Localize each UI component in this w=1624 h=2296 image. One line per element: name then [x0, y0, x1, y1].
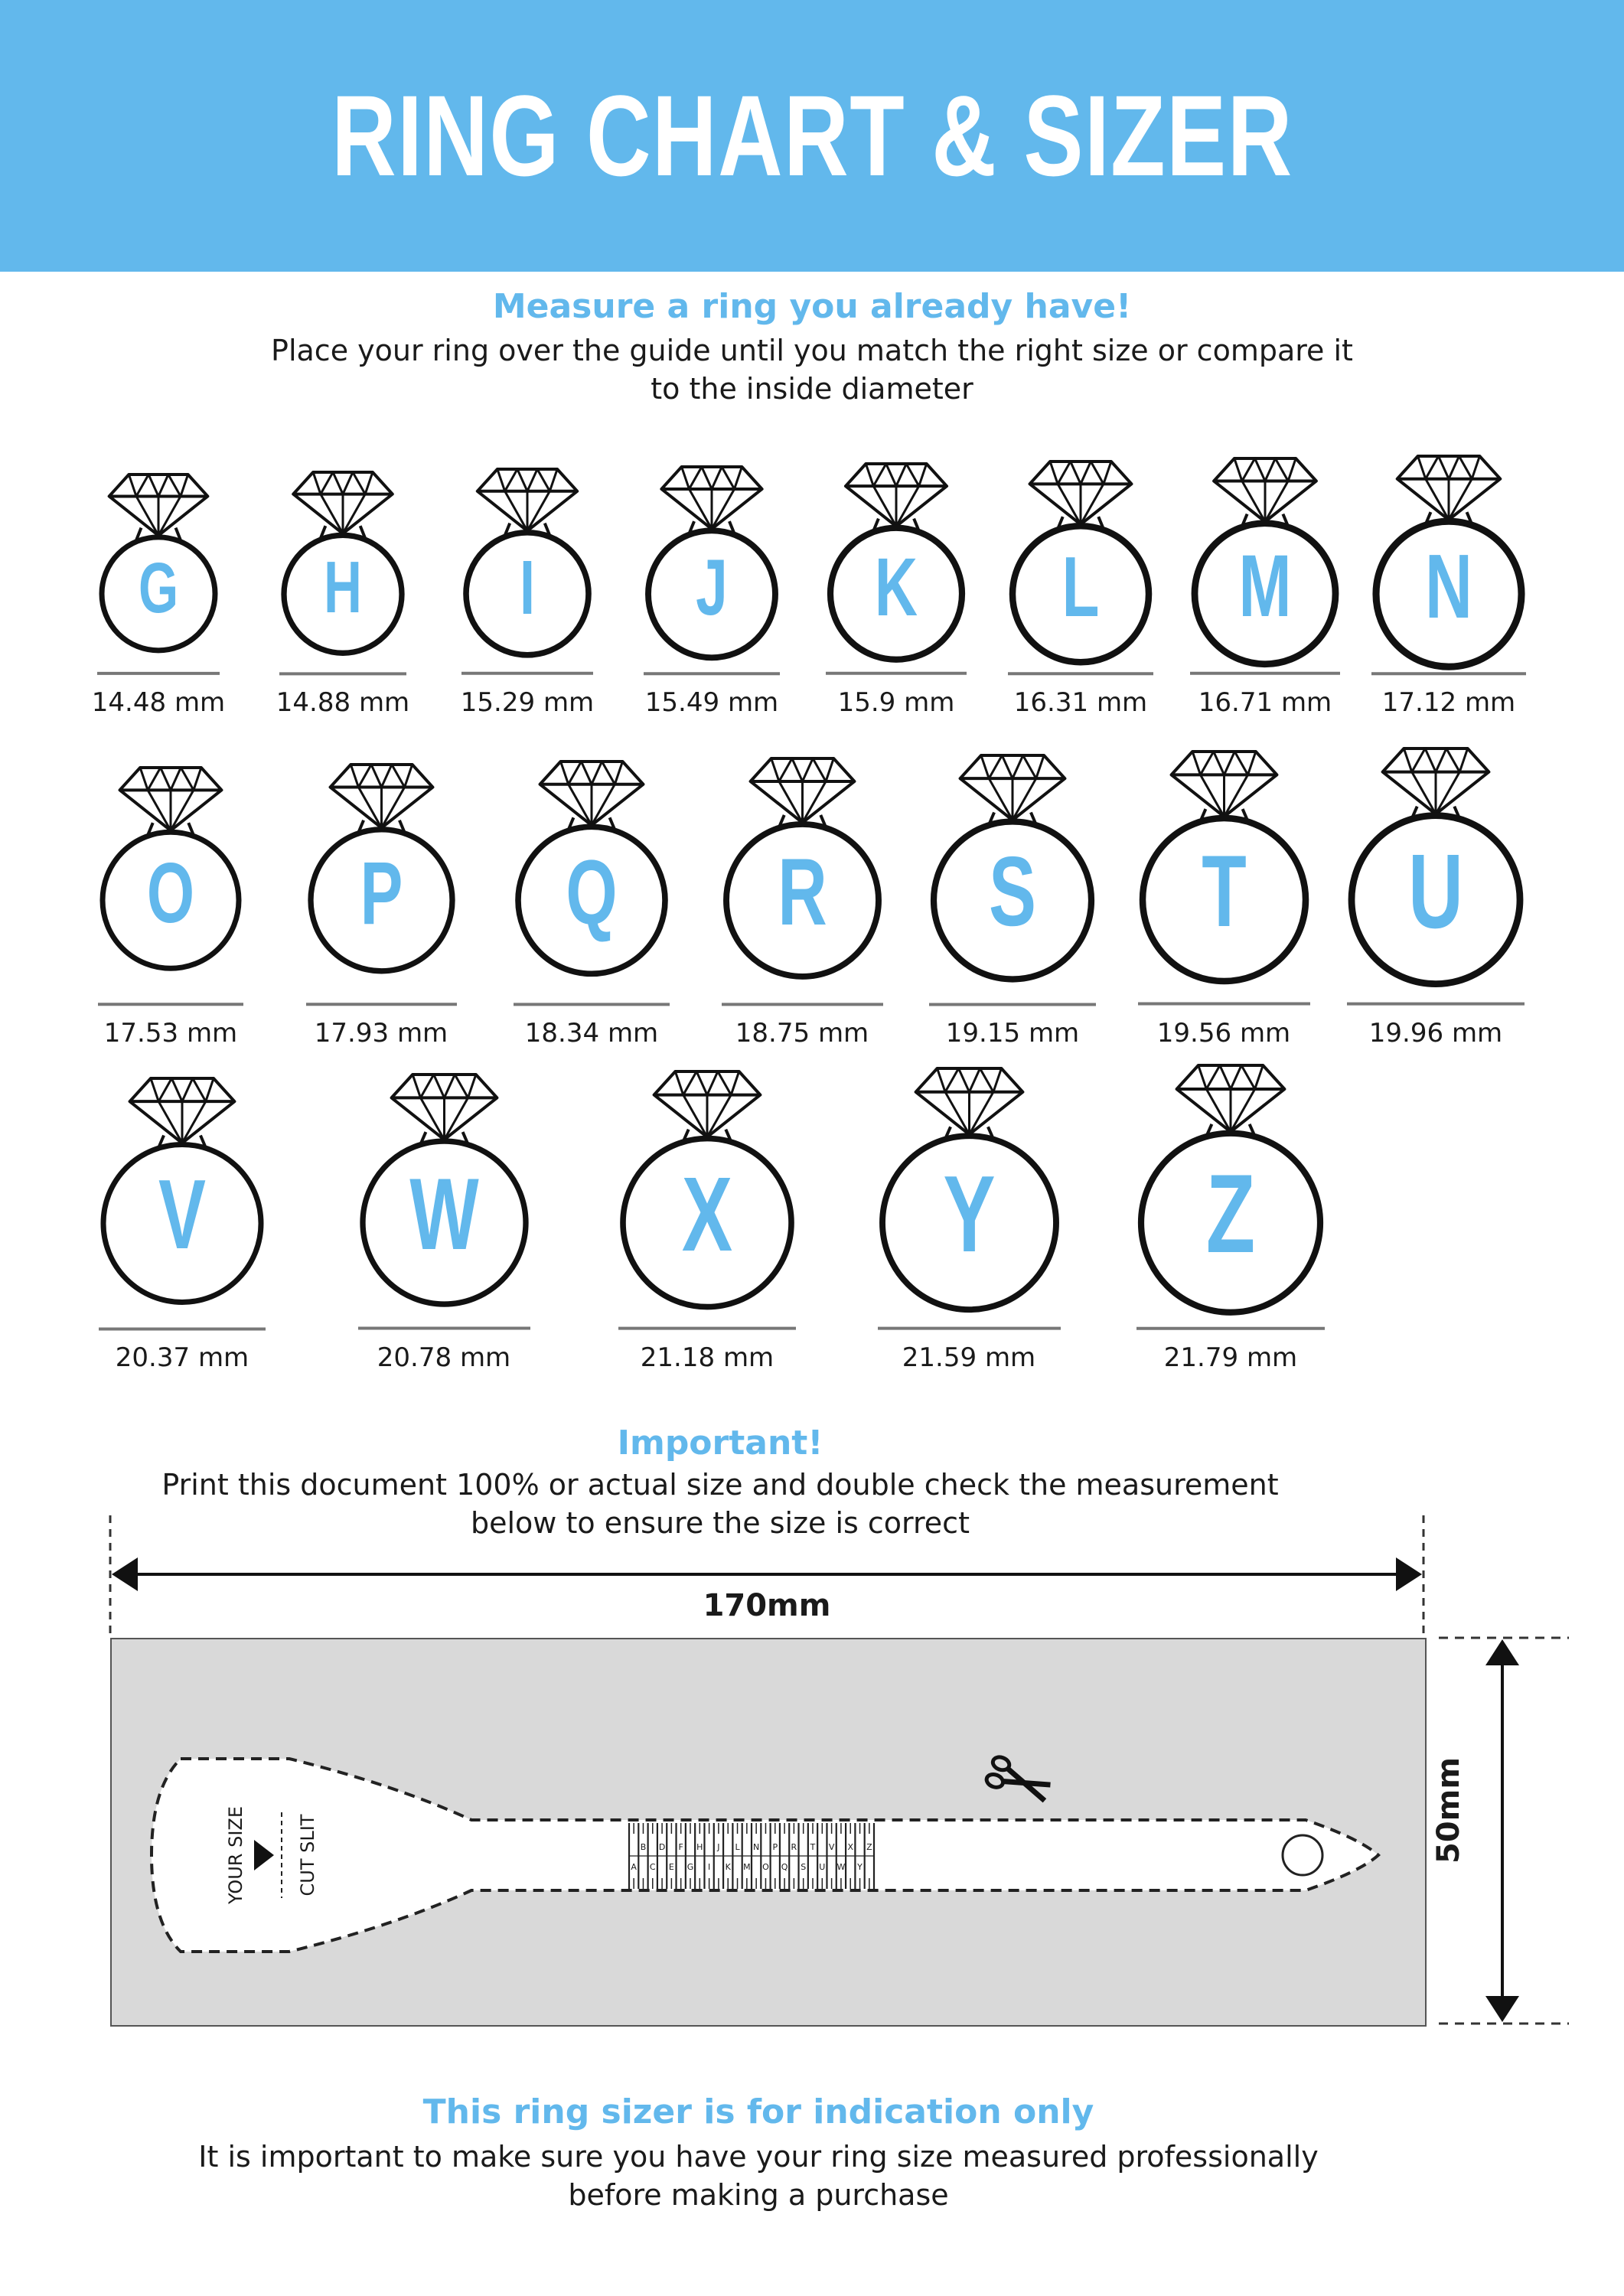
- ring-letter: W: [409, 1157, 479, 1271]
- important-line-2: below to ensure the size is correct: [471, 1506, 970, 1540]
- ring-letter: M: [1238, 537, 1292, 636]
- ring-letter: X: [681, 1155, 733, 1274]
- ring-diameter: 14.88 mm: [276, 687, 410, 718]
- ring-letter: U: [1408, 832, 1463, 951]
- ring-sizer-strip[interactable]: [112, 1639, 1425, 2025]
- ring-diameter: 14.48 mm: [91, 687, 226, 718]
- ring-letter: Q: [566, 841, 618, 944]
- ring-letter: Z: [1205, 1151, 1256, 1277]
- scale-letter-top: J: [717, 1842, 720, 1852]
- scale-letter-top: P: [772, 1842, 778, 1852]
- ring-letter: N: [1425, 535, 1472, 638]
- ring-diameter: 15.49 mm: [644, 687, 779, 718]
- cut-slit-label: CUT SLIT: [297, 1814, 318, 1896]
- scale-letter-bottom: A: [631, 1862, 637, 1872]
- arrow-up-icon: [1485, 1639, 1519, 1665]
- ring-letter: H: [324, 546, 362, 629]
- height-label: 50mm: [1431, 1756, 1466, 1864]
- ring-letter: S: [989, 837, 1036, 947]
- ring-letter: V: [158, 1159, 206, 1270]
- important-line-1: Print this document 100% or actual size and double check the measurement: [161, 1468, 1279, 1502]
- ring-letter: Y: [942, 1153, 996, 1275]
- important-heading: Important!: [617, 1424, 823, 1463]
- your-size-label: YOUR SIZE: [225, 1805, 246, 1905]
- arrow-left-icon: [112, 1557, 138, 1591]
- ring-diameter: 18.75 mm: [735, 1017, 869, 1049]
- scale-letter-bottom: Q: [781, 1862, 788, 1872]
- ring-diameter: 19.96 mm: [1368, 1017, 1503, 1049]
- ring-diameter: 16.71 mm: [1198, 687, 1332, 718]
- scale-letter-top: R: [791, 1842, 797, 1852]
- ring-letter: G: [138, 548, 179, 628]
- disclaimer-line-1: It is important to make sure you have your ring size measured professionally: [198, 2140, 1319, 2174]
- scale-letter-top: B: [640, 1842, 647, 1852]
- ring-diameter: 20.37 mm: [115, 1342, 249, 1373]
- punch-hole: [1283, 1835, 1322, 1875]
- scale-letter-bottom: M: [743, 1862, 751, 1872]
- intro-line-1: Place your ring over the guide until you match the right size or compare it: [271, 334, 1353, 367]
- page-title: RING CHART & SIZER: [331, 71, 1293, 200]
- width-label: 170mm: [703, 1588, 831, 1623]
- scale-letter-top: T: [810, 1842, 816, 1852]
- scale-letter-bottom: S: [801, 1862, 807, 1872]
- scale-letter-bottom: K: [725, 1862, 731, 1872]
- ring-diameter: 20.78 mm: [377, 1342, 511, 1373]
- ring-diameter: 19.15 mm: [945, 1017, 1080, 1049]
- sizer-panel: [110, 1638, 1427, 2027]
- ring-diameter: 15.9 mm: [837, 687, 955, 718]
- ring-letter: I: [519, 544, 536, 631]
- scale-letter-top: X: [847, 1842, 854, 1852]
- ring-diameter: 15.29 mm: [460, 687, 595, 718]
- scale-letter-top: H: [696, 1842, 703, 1852]
- sizer-outline: [152, 1759, 1378, 1952]
- scale-letter-bottom: I: [707, 1862, 711, 1872]
- scale-letter-top: D: [658, 1842, 666, 1852]
- arrow-right-icon: [1396, 1557, 1422, 1591]
- ring-diameter: 16.31 mm: [1013, 687, 1148, 718]
- ring-diameter: 19.56 mm: [1156, 1017, 1291, 1049]
- ring-letter: K: [874, 540, 918, 634]
- scale-letter-top: F: [678, 1842, 683, 1852]
- scale-letter-bottom: O: [762, 1862, 769, 1872]
- scale-letter-bottom: C: [649, 1862, 656, 1872]
- ring-letter: R: [777, 840, 827, 946]
- scale-letter-bottom: E: [668, 1862, 674, 1872]
- ring-diameter: 17.93 mm: [314, 1017, 448, 1049]
- ring-letter: L: [1061, 539, 1100, 634]
- scale-letter-bottom: Y: [857, 1862, 863, 1872]
- intro-heading: Measure a ring you already have!: [492, 287, 1132, 326]
- scale-letter-top: L: [735, 1842, 740, 1852]
- scale-letter-bottom: U: [819, 1862, 826, 1872]
- scale-letter-bottom: G: [686, 1862, 694, 1872]
- intro-line-2: to the inside diameter: [651, 372, 973, 406]
- scissors-icon: [985, 1755, 1054, 1805]
- disclaimer-line-2: before making a purchase: [568, 2178, 949, 2212]
- ring-diameter: 17.12 mm: [1381, 687, 1516, 718]
- disclaimer-heading: This ring sizer is for indication only: [422, 2092, 1094, 2131]
- ring-diameter: 18.34 mm: [524, 1017, 659, 1049]
- ring-letter: J: [696, 543, 728, 632]
- ring-letter: O: [146, 845, 195, 941]
- ring-diameter: 21.59 mm: [902, 1342, 1036, 1373]
- arrow-down-icon: [1485, 1996, 1519, 2022]
- ring-diameter: 17.53 mm: [103, 1017, 238, 1049]
- ring-diameter: 21.18 mm: [640, 1342, 774, 1373]
- scale-letter-top: N: [753, 1842, 760, 1852]
- ring-letter: T: [1201, 834, 1247, 948]
- scale-letter-bottom: W: [836, 1862, 846, 1872]
- ring-diameter: 21.79 mm: [1163, 1342, 1298, 1373]
- scale-letter-top: V: [828, 1842, 835, 1852]
- scale-letter-top: Z: [866, 1842, 872, 1852]
- ring-letter: P: [360, 843, 403, 943]
